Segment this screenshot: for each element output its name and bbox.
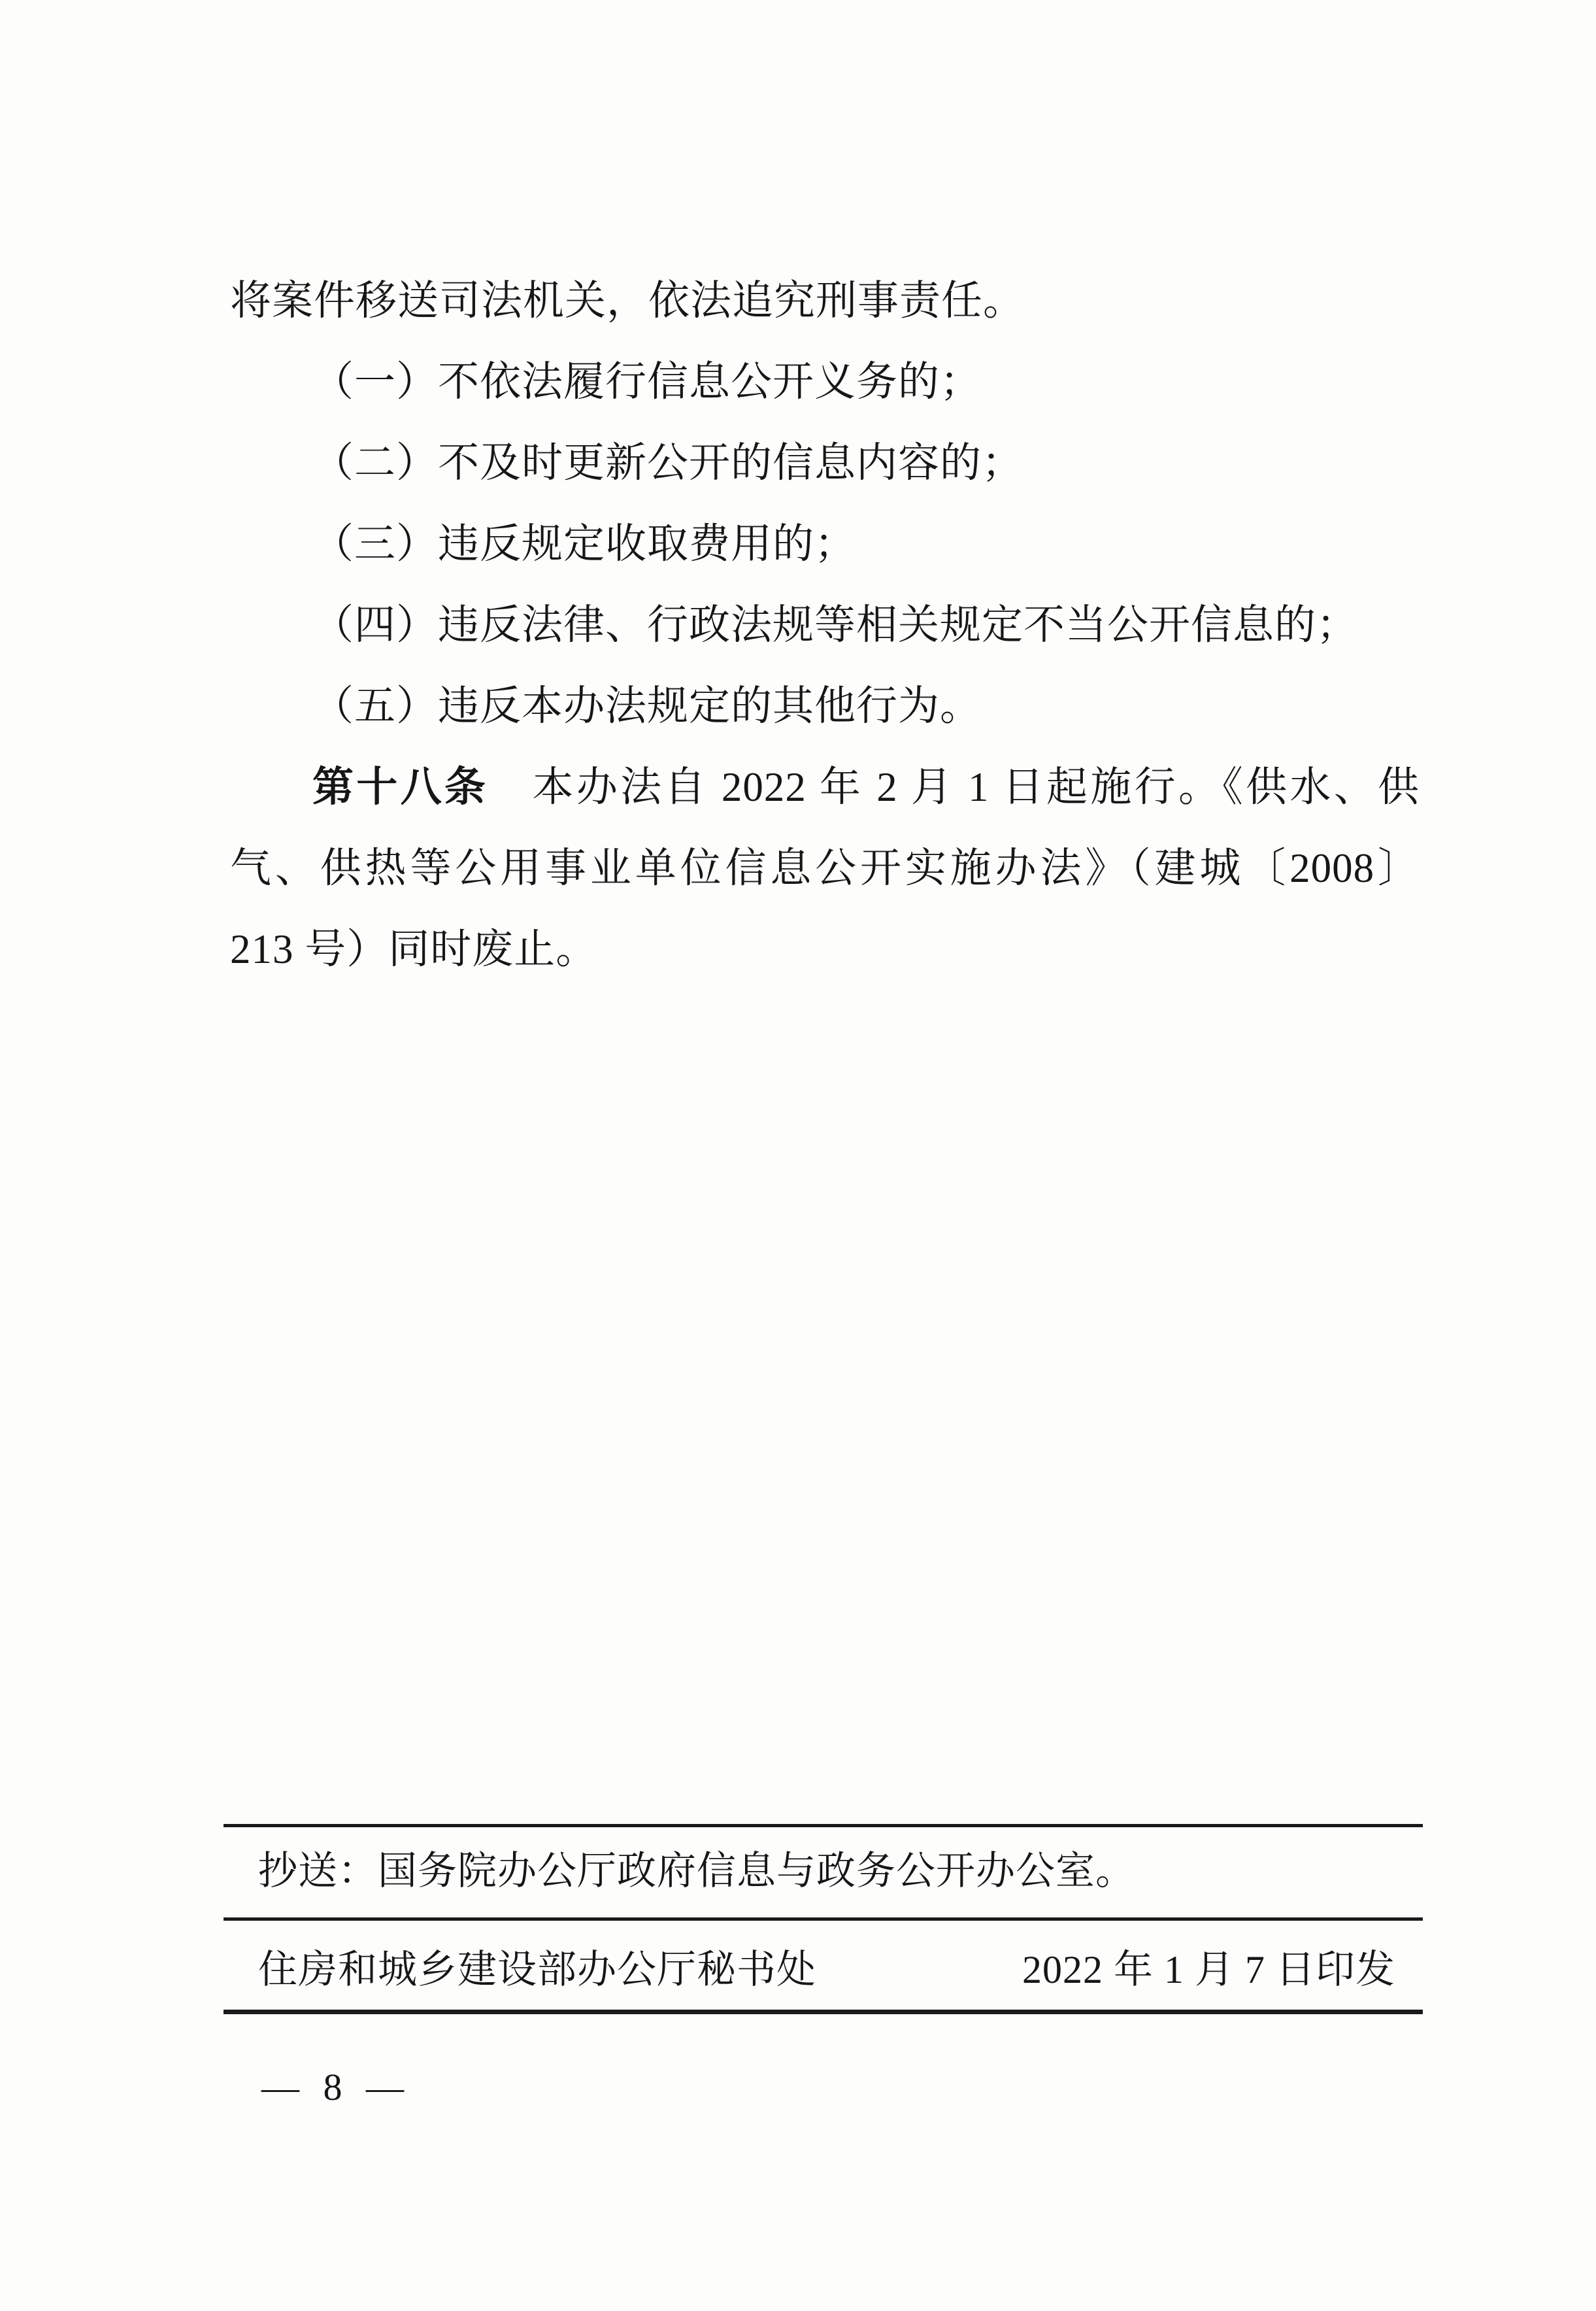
list-item-2: （二）不及时更新公开的信息内容的；: [312, 440, 1023, 486]
footer-separator-bottom: [224, 2010, 1423, 2014]
footer-separator-middle: [224, 1917, 1423, 1921]
article-18-paragraph-line-1: [230, 747, 1420, 828]
document-body: [230, 260, 1420, 990]
article-18-paragraph-line-3: 213 号）同时废止。: [230, 926, 598, 972]
footer-issuer: 住房和城乡建设部办公厅秘书处: [258, 1948, 816, 1991]
list-item-4: （四）违反法律、行政法规等相关规定不当公开信息的；: [312, 602, 1358, 648]
article-18-term: 第十八条: [312, 764, 489, 810]
footer-print-date: 2022 年 1 月 7 日印发: [1022, 1948, 1395, 1991]
article-18-text: 本办法自 2022 年 2 月 1 日起施行。《供水、供: [488, 764, 1420, 810]
article-18-paragraph-line-2: 气、供热等公用事业单位信息公开实施办法》（建城〔2008〕: [230, 845, 1420, 891]
footer-separator-top: [224, 1824, 1423, 1827]
page-number: — 8 —: [261, 2066, 407, 2108]
list-item-3: （三）违反规定收取费用的；: [312, 521, 856, 567]
list-item-1: （一）不依法履行信息公开义务的；: [312, 359, 982, 405]
footer-copy-line: 抄送：国务院办公厅政府信息与政务公开办公室。: [258, 1849, 1135, 1893]
list-item-5: （五）违反本办法规定的其他行为。: [312, 683, 982, 729]
body-paragraph-intro: 将案件移送司法机关，依法追究刑事责任。: [230, 278, 1025, 324]
footer-issue-row: [258, 1937, 1395, 2002]
